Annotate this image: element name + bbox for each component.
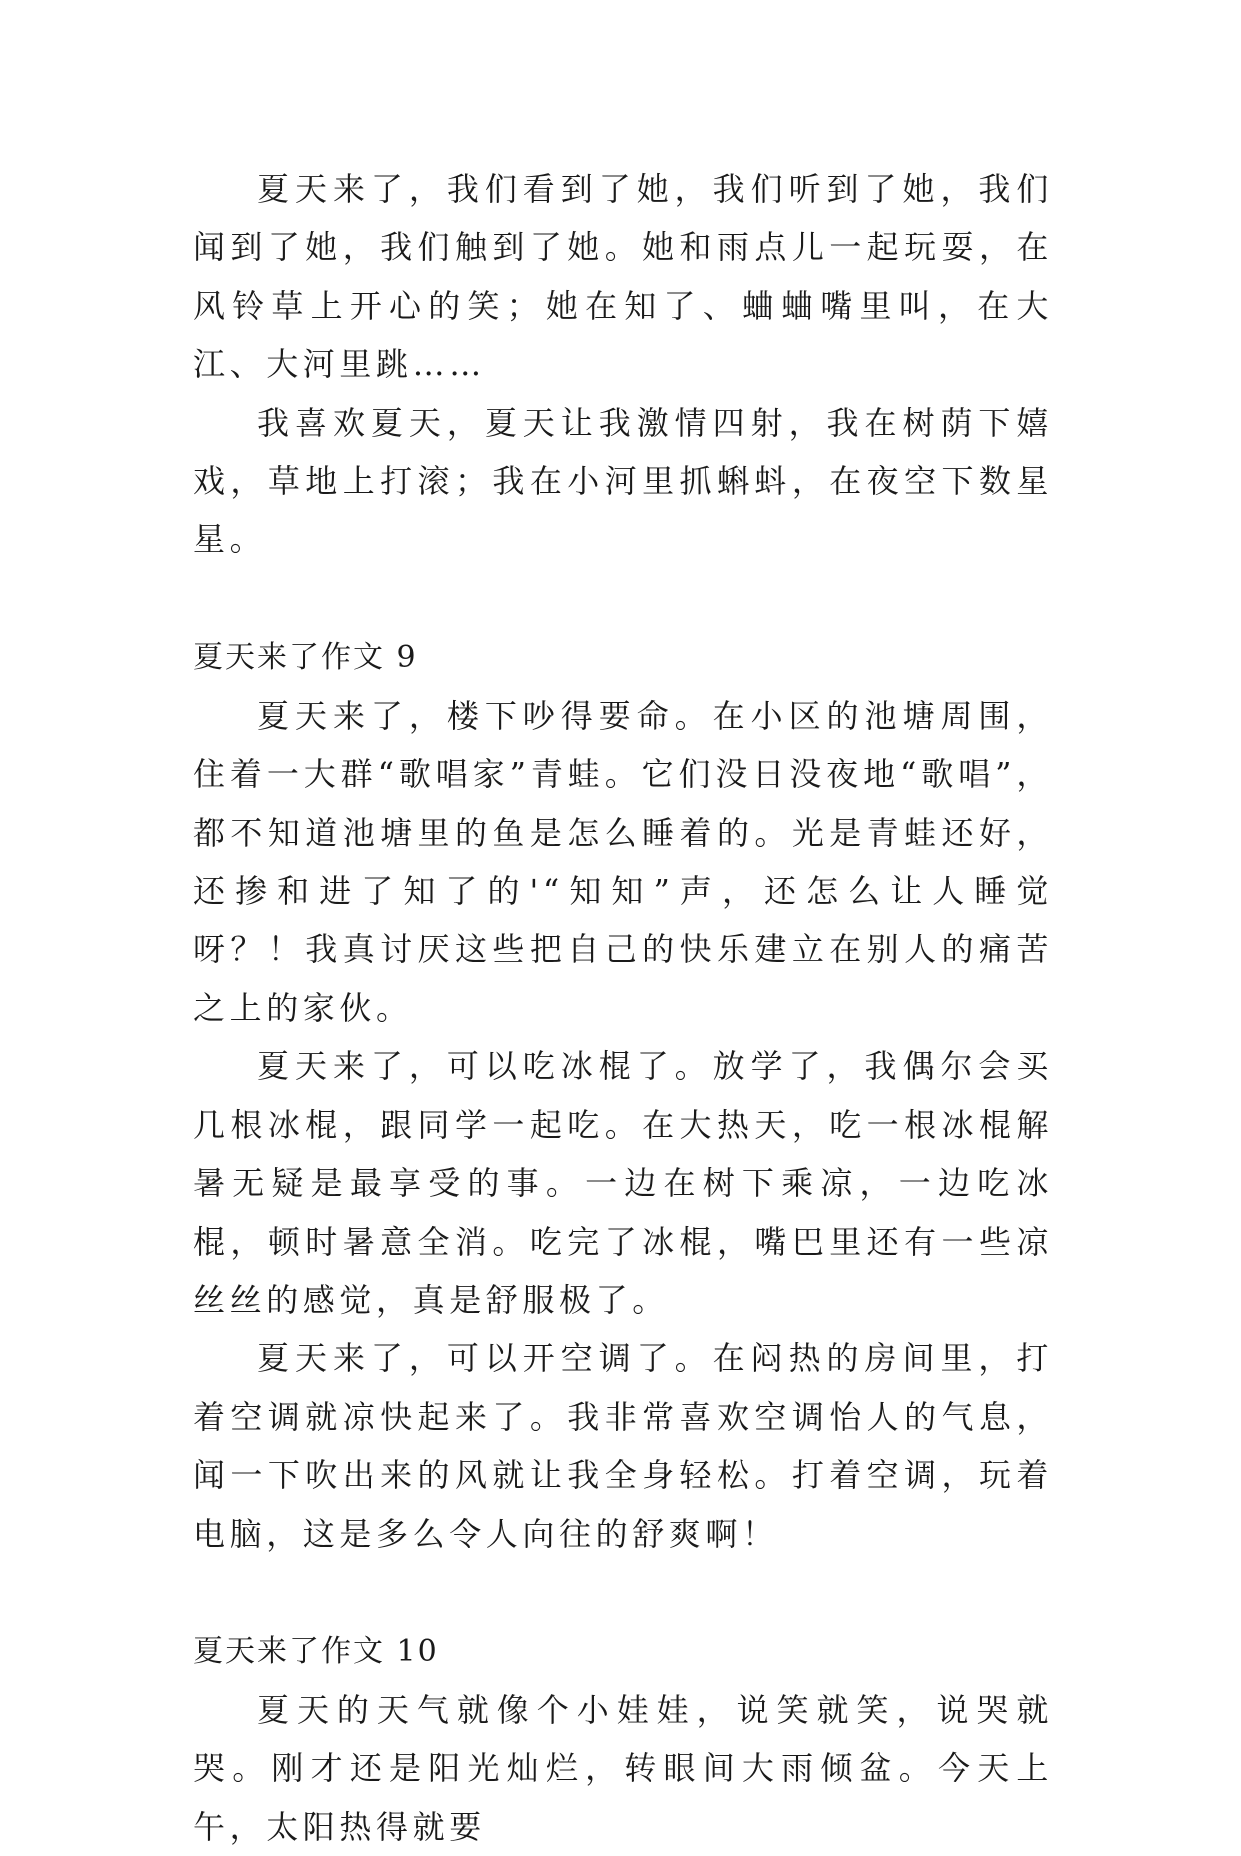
paragraph: 我喜欢夏天，夏天让我激情四射，我在树荫下嬉戏，草地上打滚；我在小河里抓蝌蚪，在夜空下数星星。 — [193, 403, 1053, 559]
section-essay-10 — [193, 1623, 1053, 1856]
section-essay-9 — [193, 629, 1053, 1563]
section-heading: 夏天来了作文 10 — [193, 1633, 439, 1669]
document-body — [193, 160, 1053, 1856]
paragraph: 夏天来了，我们看到了她，我们听到了她，我们闻到了她，我们触到了她。她和雨点儿一起玩耍，在风铃草上开心的笑；她在知了、蛐蛐嘴里叫，在大江、大河里跳…… — [193, 170, 1053, 384]
section-gap — [193, 1563, 1053, 1623]
section-intro — [193, 160, 1053, 569]
paragraph: 夏天来了，可以开空调了。在闷热的房间里，打着空调就凉快起来了。我非常喜欢空调怡人的气息，闻一下吹出来的风就让我全身轻松。打着空调，玩着电脑，这是多么令人向往的舒爽啊！ — [193, 1339, 1053, 1553]
paragraph: 夏天来了，楼下吵得要命。在小区的池塘周围，住着一大群“歌唱家”青蛙。它们没日没夜地“歌唱”，都不知道池塘里的鱼是怎么睡着的。光是青蛙还好，还掺和进了知了的'“知知”声，还怎么让人睡觉呀？！我真讨厌这些把自己的快乐建立在别人的痛苦之上的家伙。 — [193, 696, 1053, 1027]
section-heading: 夏天来了作文 9 — [193, 639, 418, 675]
paragraph: 夏天来了，可以吃冰棍了。放学了，我偶尔会买几根冰棍，跟同学一起吃。在大热天，吃一根冰棍解暑无疑是最享受的事。一边在树下乘凉，一边吃冰棍，顿时暑意全消。吃完了冰棍，嘴巴里还有一些凉丝丝的感觉，真是舒服极了。 — [193, 1047, 1053, 1319]
section-gap — [193, 569, 1053, 629]
paragraph: 夏天的天气就像个小娃娃，说笑就笑，说哭就哭。刚才还是阳光灿烂，转眼间大雨倾盆。今天上午，太阳热得就要 — [193, 1690, 1053, 1846]
